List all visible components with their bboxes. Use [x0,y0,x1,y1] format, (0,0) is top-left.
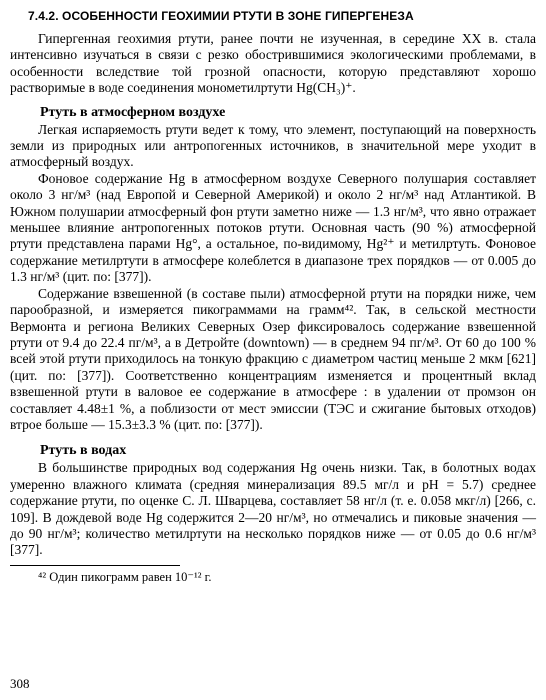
section-title-atmosphere: Ртуть в атмосферном воздухе [40,104,226,120]
page-number: 308 [10,676,30,691]
footnote-rule [10,565,180,566]
chapter-heading: 7.4.2. ОСОБЕННОСТИ ГЕОХИМИИ РТУТИ В ЗОНЕ ГИПЕРГЕНЕЗА [28,9,414,23]
section-title-waters: Ртуть в водах [40,443,127,459]
intro-paragraph: Гипергенная геохимия ртути, ранее почти не изученная, в середине XX в. стала интенсивно изучаться в связи с резко обострившимися экологическими проблемами, в особенности вследствие той грозной опасности, которую представляют хорошо растворимые в воде соединения монометилртути Hg(CH₃)⁺. [10,31,536,96]
body-paragraph: Содержание взвешенной (в составе пыли) атмосферной ртути на порядки ниже, чем парообразной, и измеряется пикограммами на грамм⁴². Так, в сельской местности Вермонта и региона Великих Северных Озер фиксировалось содержание взвешенной ртути от 9.4 до 22.4 пг/м³, а в Детройте (downtown) — в среднем 94 пг/м³. От 60 до 100 % всей этой ртути приходилось на тонкую фракцию с диаметром частиц меньше 2 мкм [621] (цит. по: [377]). Соответственно концентрациям изменяется и процентный вклад взвешенной ртути в валовое ее содержание в атмосфере : в удалении от промзон он составляет 4.48±1 %, а поблизости от мест эмиссии (ТЭС и сжигание бытовых отходов) втрое больше — 15.3±3.3 % (цит. по: [377]). [10,285,536,432]
footnote: ⁴² Один пикограмм равен 10⁻¹² г. [38,569,212,584]
body-paragraph: Легкая испаряемость ртути ведет к тому, что элемент, поступающий на поверхность земли из природных или антропогенных источников, в значительной мере уходит в атмосферный воздух. [10,121,536,170]
body-paragraph: Фоновое содержание Hg в атмосферном воздухе Северного полушария составляет около 3 нг/м³ (над Европой и Северной Америкой) и около 2 нг/м³ над Атлантикой. В Южном полушарии атмосферный фон ртути заметно ниже — 1.3 нг/м³, что явно отражает меньшее влияние антропогенных потоков ртути. Основная часть (90 %) атмосферной ртути представлена парами Hg°, а остальное, по-видимому, Hg²⁺ и метилртуть. Фоновое содержание метилртути в атмосфере колеблется в диапазоне трех порядков — от 0.005 до 1.3 нг/м³ (цит. по: [377]). [10,170,536,285]
body-paragraph: В большинстве природных вод содержания Hg очень низки. Так, в болотных водах умеренно влажного климата (средняя минерализация 89.5 мг/л и pH = 5.7) среднее содержание ртути, по оценке С. Л. Шварцева, составляет 58 нг/л (т. е. 0.058 мкг/л) [266, с. 109]. В дождевой воде Hg содержится 2—20 нг/м³, но отмечались и пиковые значения — до 90 нг/м³; количество метилртути на несколько порядков ниже — от 0.05 до 0.6 нг/м³ [377]. [10,460,536,558]
